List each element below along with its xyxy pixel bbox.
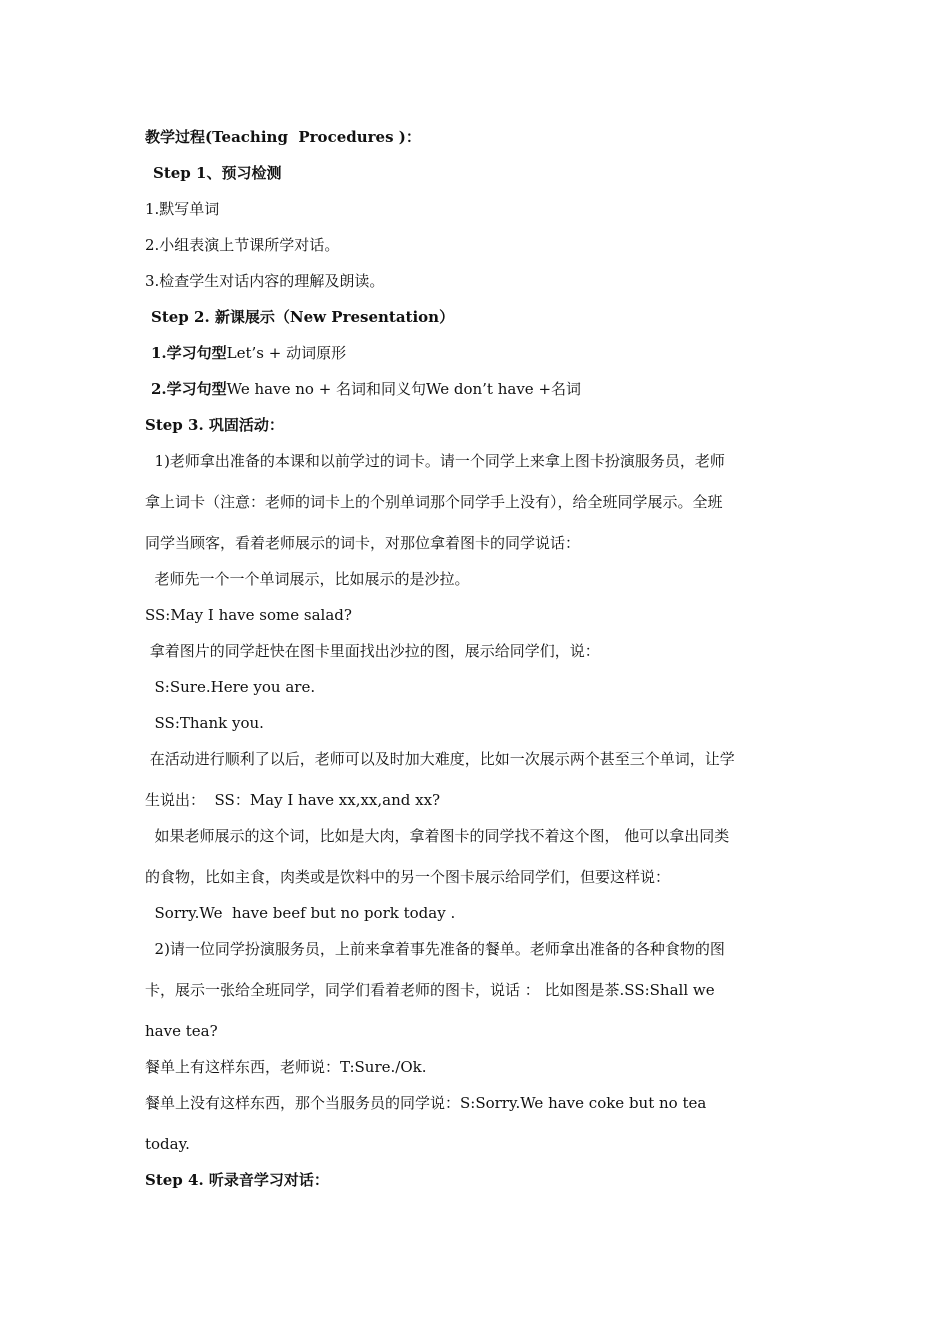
- step3-line: 2)请一位同学扮演服务员，上前来拿着事先准备的餐单。老师拿出准备的各种食物的图: [145, 940, 725, 958]
- step3-line: 1)老师拿出准备的本课和以前学过的词卡。请一个同学上来拿上图卡扮演服务员，老师: [145, 452, 725, 470]
- procedures-heading: 教学过程(Teaching Procedures )：: [145, 128, 421, 146]
- step3-line: S:Sure.Here you are.: [145, 678, 316, 696]
- step1-title: Step 1、预习检测: [153, 164, 282, 182]
- step2-item-1: [151, 343, 346, 363]
- step4-title: Step 4. 听录音学习对话：: [145, 1171, 329, 1189]
- step3-line: 的食物，比如主食，肉类或是饮料中的另一个图卡展示给同学们，但要这样说：: [145, 868, 671, 886]
- step3-title: Step 3. 巩固活动：: [145, 416, 284, 434]
- step3-line: 拿着图片的同学赶快在图卡里面找出沙拉的图，展示给同学们，说：: [145, 642, 600, 660]
- step1-item: 3.检查学生对话内容的理解及朗读。: [145, 272, 385, 290]
- step2-item-1-text: Let’s + 动词原形: [226, 344, 347, 362]
- step3-line: 餐单上有这样东西，老师说：T:Sure./Ok.: [145, 1058, 427, 1076]
- step3-line: SS:Thank you.: [145, 714, 264, 732]
- step3-line: 餐单上没有这样东西，那个当服务员的同学说：S:Sorry.We have coke but no tea: [145, 1094, 707, 1112]
- step2-title: Step 2. 新课展示（New Presentation）: [151, 308, 455, 326]
- step3-line: SS:May I have some salad?: [145, 606, 352, 624]
- step2-item-2: [151, 379, 581, 399]
- step3-line: today.: [145, 1135, 190, 1153]
- step2-item-2-text: We have no + 名词和同义句We don’t have +名词: [226, 380, 582, 398]
- step3-line: 如果老师展示的这个词，比如是大肉，拿着图卡的同学找不着这个图， 他可以拿出同类: [145, 827, 730, 845]
- step3-line: have tea?: [145, 1022, 218, 1040]
- step3-line: 拿上词卡（注意：老师的词卡上的个别单词那个同学手上没有），给全班同学展示。全班: [145, 493, 723, 511]
- step2-item-2-label: 2.学习句型: [151, 380, 227, 398]
- step3-line: 生说出： SS：May I have xx,xx,and xx?: [145, 791, 441, 809]
- step3-line: Sorry.We have beef but no pork today .: [145, 904, 456, 922]
- step2-item-1-label: 1.学习句型: [151, 344, 227, 362]
- step3-line: 同学当顾客，看着老师展示的词卡，对那位拿着图卡的同学说话：: [145, 534, 581, 552]
- step1-item: 1.默写单词: [145, 200, 220, 218]
- step3-line: 在活动进行顺利了以后，老师可以及时加大难度，比如一次展示两个甚至三个单词，让学: [145, 750, 735, 768]
- step1-item: 2.小组表演上节课所学对话。: [145, 236, 340, 254]
- step3-line: 卡，展示一张给全班同学，同学们看着老师的图卡，说话 ： 比如图是茶.SS:Shall we: [145, 981, 715, 999]
- step3-line: 老师先一个一个单词展示，比如展示的是沙拉。: [145, 570, 470, 588]
